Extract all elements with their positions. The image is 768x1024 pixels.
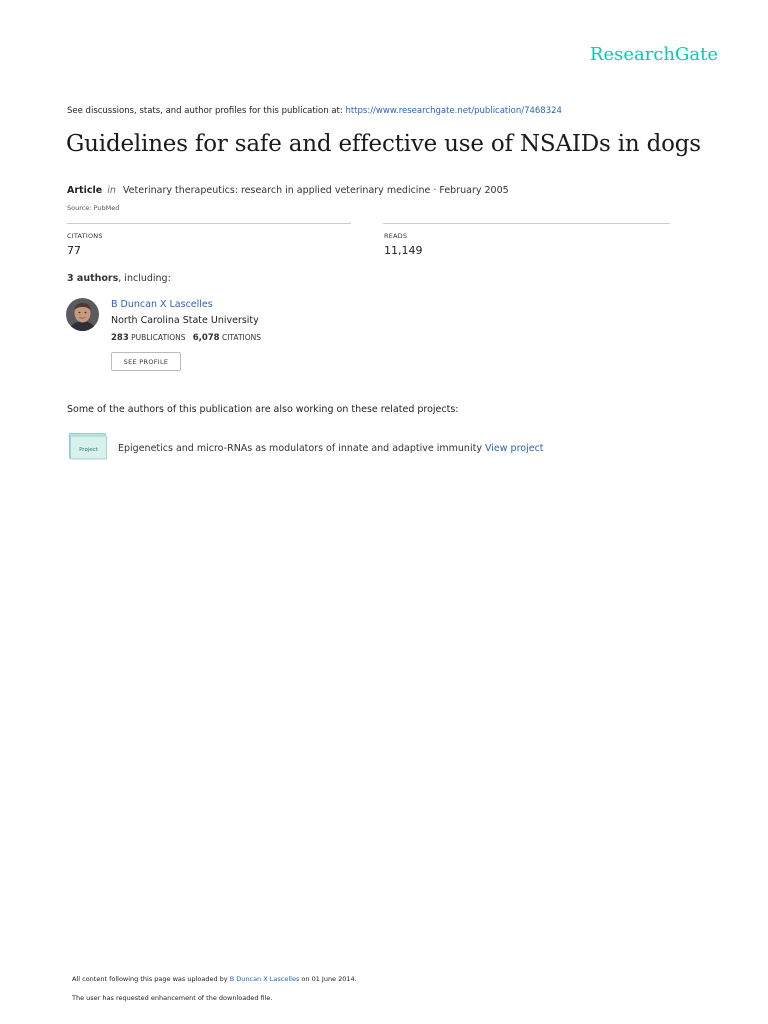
citations-count: 77 [67, 244, 81, 257]
upload-note [72, 975, 357, 983]
view-project-link[interactable]: View project [484, 443, 544, 454]
project-badge-label: Project [79, 447, 98, 453]
citations-label: CITATIONS [67, 232, 103, 240]
authors-summary [67, 273, 171, 284]
project-folder-icon [69, 433, 108, 460]
related-projects-heading: Some of the authors of this publication are also working on these related projects: [67, 404, 459, 415]
publication-url-link[interactable]: https://www.researchgate.net/publication/7468324 [345, 106, 562, 116]
author-citations-label: CITATIONS [221, 333, 262, 342]
author-photo-icon [66, 298, 99, 331]
project-folder-graphic [69, 433, 108, 460]
see-discussions-text: See discussions, stats, and author profiles for this publication at: [67, 106, 343, 116]
publication-title: Guidelines for safe and effective use of NSAIDs in dogs [66, 131, 701, 157]
publication-meta [67, 185, 509, 196]
author-publications-count: 283 [111, 333, 129, 343]
reads-count: 11,149 [384, 244, 423, 257]
author-institution: North Carolina State University [111, 315, 259, 326]
enhancement-note: The user has requested enhancement of the downloaded file. [72, 994, 273, 1002]
author-name-link[interactable]: B Duncan X Lascelles [111, 299, 213, 310]
author-avatar[interactable] [66, 298, 99, 331]
publication-type: Article [67, 185, 103, 196]
uploader-link[interactable]: B Duncan X Lascelles [229, 975, 300, 983]
authors-count: 3 authors [67, 273, 119, 284]
in-word: in [107, 185, 116, 196]
reads-divider [383, 223, 670, 224]
project-item [118, 443, 544, 454]
upload-prefix: All content following this page was uploaded by [72, 975, 228, 983]
project-title: Epigenetics and micro-RNAs as modulators of innate and adaptive immunity [118, 443, 482, 454]
researchgate-logo[interactable]: ResearchGate [589, 44, 718, 65]
upload-suffix: on 01 June 2014. [301, 975, 357, 983]
author-stats [111, 333, 261, 343]
author-citations-count: 6,078 [192, 333, 220, 343]
journal-info: Veterinary therapeutics: research in applied veterinary medicine · February 2005 [122, 185, 509, 196]
see-profile-button[interactable]: SEE PROFILE [111, 352, 181, 371]
authors-including: , including: [118, 273, 171, 284]
reads-label: READS [384, 232, 408, 240]
citations-divider [67, 223, 351, 224]
see-discussions-line [67, 106, 562, 116]
author-publications-label: PUBLICATIONS [131, 333, 186, 342]
publication-source: Source: PubMed [67, 204, 120, 212]
